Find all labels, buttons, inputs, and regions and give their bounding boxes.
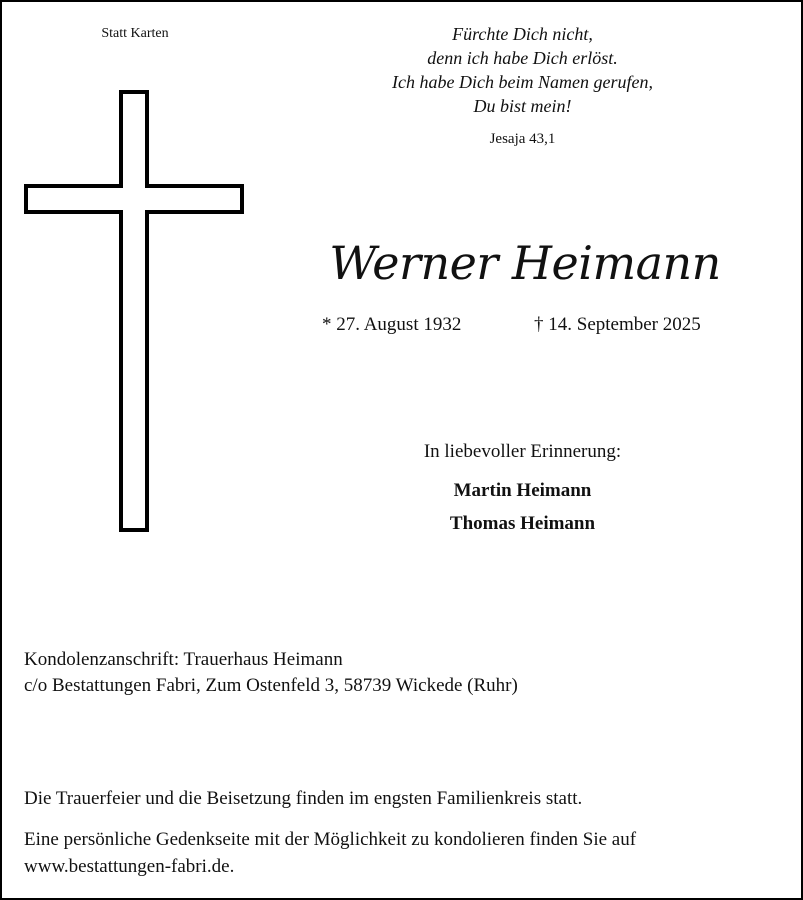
verse-reference: Jesaja 43,1 xyxy=(489,131,556,147)
mourner-name-2: Thomas Heimann xyxy=(449,513,596,534)
verse-line-1: Fürchte Dich nicht, xyxy=(452,24,593,44)
memory-intro: In liebevoller Erinnerung: xyxy=(423,441,622,462)
statt-karten-label: Statt Karten xyxy=(101,26,169,41)
verse-line-3: Ich habe Dich beim Namen gerufen, xyxy=(392,72,653,92)
verse-line-2: denn ich habe Dich erlöst. xyxy=(427,48,618,68)
funeral-info: Die Trauerfeier und die Beisetzung finden im engsten Familienkreis statt. xyxy=(24,788,583,809)
mourner-name-1: Martin Heimann xyxy=(453,480,592,501)
memorial-website: www.bestattungen-fabri.de. xyxy=(24,856,235,877)
condolence-address-line-2: c/o Bestattungen Fabri, Zum Ostenfeld 3, 58739 Wickede (Ruhr) xyxy=(24,675,518,696)
death-date: † 14. September 2025 xyxy=(534,314,701,335)
deceased-name: Werner Heimann xyxy=(329,236,721,290)
verse-line-4: Du bist mein! xyxy=(473,96,572,116)
bible-verse xyxy=(340,22,705,118)
cross-icon xyxy=(24,90,246,534)
birth-date: * 27. August 1932 xyxy=(322,314,462,335)
memorial-page-info: Eine persönliche Gedenkseite mit der Möglichkeit zu kondolieren finden Sie auf xyxy=(24,829,637,850)
condolence-address-line-1: Kondolenzanschrift: Trauerhaus Heimann xyxy=(24,649,343,670)
